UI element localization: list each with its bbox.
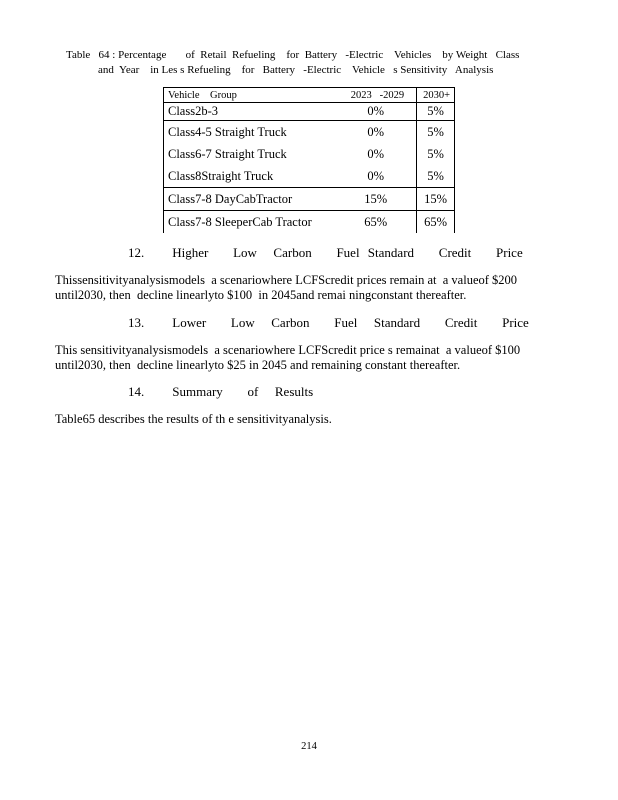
caption-line-2: and Year in Les s Refueling for Battery -Electric Vehicle s Sensitivity Analysis — [98, 64, 494, 76]
caption-line-1: Table 64 : Percentage of Retail Refueling for Battery -Electric Vehicles by Weight Class — [66, 49, 520, 61]
section-number: 14. — [128, 384, 145, 399]
page-number: 214 — [301, 741, 317, 752]
paragraph-line: Thissensitivityanalysismodels a scenariowhere LCFScredit prices remain at a valueof $200 — [55, 273, 518, 287]
value-cell: 5% — [417, 103, 455, 121]
paragraph-line: until2030, then decline linearlyto $100 in 2045and remai ningconstant thereafter. — [55, 288, 467, 302]
table-row — [164, 143, 455, 165]
paragraph-line: This sensitivityanalysismodels a scenariowhere LCFScredit price s remainat a valueof $100 — [55, 343, 521, 357]
paragraph-line: until2030, then decline linearlyto $25 in 2045 and remaining constant thereafter. — [55, 358, 461, 372]
vehicle-group-cell: Class2b-3 — [164, 103, 336, 121]
value-cell: 15% — [417, 188, 455, 211]
section-heading-13 — [128, 315, 529, 331]
value-cell: 0% — [367, 168, 385, 183]
header-vehicle-group: Vehicle Group — [164, 88, 336, 103]
vehicle-group-cell: Class4-5 Straight Truck — [164, 121, 336, 144]
value-cell: 0% — [367, 104, 385, 118]
paragraph-line: Table65 describes the results of th e sensitivityanalysis. — [55, 412, 332, 426]
value-cell: 5% — [417, 165, 455, 188]
header-2030-plus: 2030+ — [417, 88, 455, 103]
value-cell: 5% — [417, 143, 455, 165]
table-row — [164, 103, 455, 121]
section-number: 12. — [128, 245, 145, 260]
table-caption — [60, 48, 560, 78]
value-cell: 5% — [417, 121, 455, 144]
section-heading-12 — [128, 245, 523, 261]
table-row — [164, 121, 455, 144]
vehicle-group-cell: Class7-8 DayCabTractor — [164, 188, 336, 211]
vehicle-group-cell: Class6-7 Straight Truck — [164, 143, 336, 165]
vehicle-group-cell: Class7-8 SleeperCab Tractor — [164, 211, 336, 234]
value-cell: 65% — [417, 211, 455, 234]
section-title: Lower Low Carbon Fuel Standard Credit Price — [172, 315, 529, 330]
value-cell: 0% — [367, 146, 385, 161]
vehicle-group-cell: Class8Straight Truck — [164, 165, 336, 188]
section-title: Higher Low Carbon Fuel Standard Credit Price — [172, 245, 523, 260]
value-cell: 65% — [335, 211, 416, 234]
section-heading-14 — [128, 384, 313, 400]
refueling-table — [163, 87, 455, 233]
table-header-row — [164, 88, 455, 103]
paragraph-summary — [55, 412, 560, 427]
paragraph-higher-lcfs — [55, 273, 560, 303]
section-number: 13. — [128, 315, 145, 330]
value-cell: 15% — [335, 188, 416, 211]
table-row — [164, 188, 455, 211]
table-row — [164, 211, 455, 234]
value-cell: 0% — [335, 121, 416, 144]
header-2023-2029: 2023 -2029 — [335, 88, 416, 103]
table-row — [164, 165, 455, 188]
section-title: Summary of Results — [172, 384, 314, 399]
paragraph-lower-lcfs — [55, 343, 560, 373]
